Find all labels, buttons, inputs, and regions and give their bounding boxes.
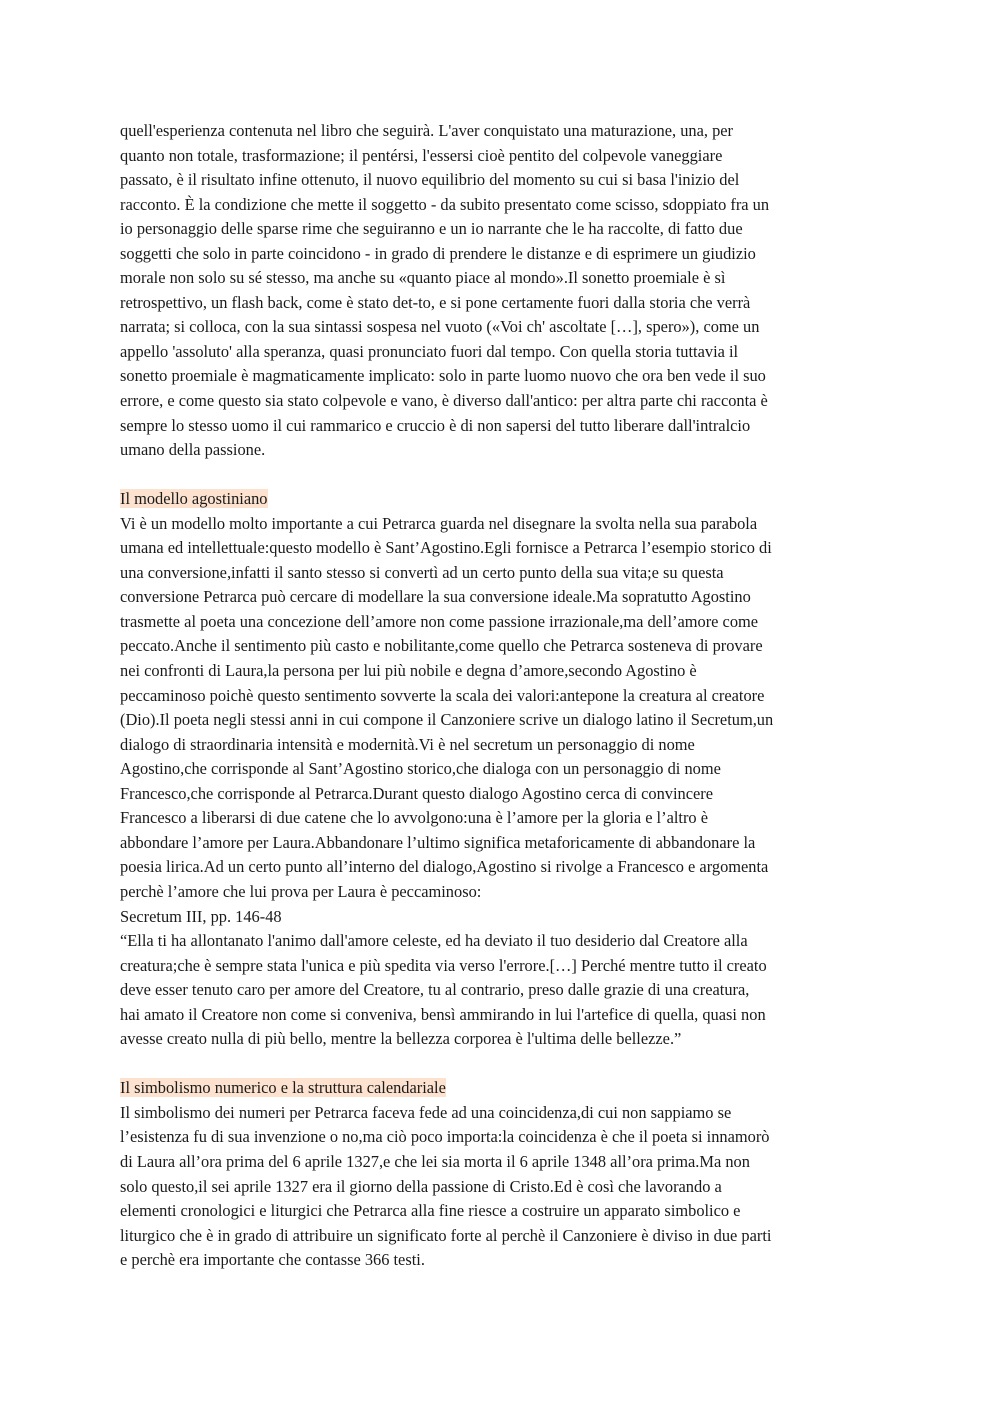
text-line: perchè l’amore che lui prova per Laura è peccaminoso: — [120, 881, 482, 901]
section-heading: Il modello agostiniano — [120, 489, 268, 509]
text-line: e perchè era importante che contasse 366 testi. — [120, 1250, 425, 1270]
text-line: Il simbolismo dei numeri per Petrarca faceva fede ad una coincidenza,di cui non sappiamo se — [120, 1102, 732, 1122]
text-line: solo questo,il sei aprile 1327 era il giorno della passione di Cristo.Ed è così che lavorando a — [120, 1176, 722, 1196]
text-line: liturgico che è in grado di attribuire un significato forte al perchè il Canzoniere è diviso in due parti — [120, 1225, 772, 1245]
text-line: racconto. È la condizione che mette il soggetto - da subito presentato come scisso, sdoppiato fra un — [120, 194, 770, 214]
text-line: morale non solo su sé stesso, ma anche su «quanto piace al mondo».Il sonetto proemiale è sì — [120, 268, 726, 288]
text-line: nei confronti di Laura,la persona per lui più nobile e degna d’amore,secondo Agostino è — [120, 661, 697, 681]
text-line: sonetto proemiale è magmaticamente implicato: solo in parte luomo nuovo che ora ben vede il suo — [120, 366, 766, 386]
quote-line: deve esser tenuto caro per amore del Creatore, tu al contrario, preso dalle grazie di una creatura, — [120, 980, 750, 1000]
text-line: umano della passione. — [120, 440, 266, 460]
section-agostino — [120, 487, 880, 1052]
text-line: sempre lo stesso uomo il cui rammarico e cruccio è di non sapersi del tutto liberare dall'intralcio — [120, 415, 751, 435]
text-line: trasmette al poeta una concezione dell’amore non come passione irrazionale,ma dell’amore come — [120, 611, 759, 631]
document-page — [120, 119, 880, 1273]
text-line: Agostino,che corrisponde al Sant’Agostino storico,che dialoga con un personaggio di nome — [120, 759, 721, 779]
text-line: poesia lirica.Ad un certo punto all’interno del dialogo,Agostino si rivolge a Francesco e argomenta — [120, 857, 769, 877]
text-line: quell'esperienza contenuta nel libro che seguirà. L'aver conquistato una maturazione, una, per — [120, 121, 734, 140]
text-line: l’esistenza fu di sua invenzione o no,ma ciò poco importa:la coincidenza è che il poeta si innamorò — [120, 1127, 770, 1147]
intro-paragraph — [120, 119, 880, 463]
paragraph-spacer — [120, 463, 880, 488]
text-line: Francesco,che corrisponde al Petrarca.Durant questo dialogo Agostino cerca di convincere — [120, 783, 714, 803]
quote-line: avesse creato nulla di più bello, mentre la bellezza corporea è l'ultima delle bellezze.” — [120, 1029, 682, 1049]
text-line: appello 'assoluto' alla speranza, quasi pronunciato fuori dal tempo. Con quella storia tuttavia il — [120, 341, 739, 361]
text-line: abbondare l’amore per Laura.Abbandonare l’ultimo significa metaforicamente di abbandonare la — [120, 832, 756, 852]
quote-line: creatura;che è sempre stata l'unica e più spedita via verso l'errore.[…] Perché mentre tutto il creato — [120, 955, 767, 975]
text-line: retrospettivo, un flash back, come è stato det-to, e si pone certamente fuori dalla storia che verrà — [120, 292, 751, 312]
text-line: dialogo di straordinaria intensità e modernità.Vi è nel secretum un personaggio di nome — [120, 734, 695, 754]
quote-line: “Ella ti ha allontanato l'animo dall'amore celeste, ed ha deviato il tuo desiderio dal Creatore alla — [120, 931, 748, 951]
text-line: peccaminoso poichè questo sentimento sovverte la scala dei valori:antepone la creatura al creatore — [120, 685, 765, 705]
text-line: errore, e come questo sia stato colpevole e vano, è diverso dall'antico: per altra parte chi racconta è — [120, 391, 768, 411]
text-line: io personaggio delle sparse rime che seguiranno e un io narrante che le ha raccolte, di fatto due — [120, 219, 743, 239]
text-line: Vi è un modello molto importante a cui Petrarca guarda nel disegnare la svolta nella sua parabola — [120, 513, 758, 533]
text-line: umana ed intellettuale:questo modello è Sant’Agostino.Egli fornisce a Petrarca l’esempio storico di — [120, 538, 772, 558]
text-line: quanto non totale, trasformazione; il pentérsi, l'essersi cioè pentito del colpevole vaneggiare — [120, 145, 723, 165]
text-line: soggetti che solo in parte coincidono - in grado di prendere le distanze e di esprimere un giudizio — [120, 243, 756, 263]
text-line: passato, è il risultato infine ottenuto, il nuovo equilibrio del momento su cui si basa l'inizio del — [120, 170, 740, 190]
text-line: conversione Petrarca può cercare di modellare la sua conversione ideale.Ma sopratutto Agostino — [120, 587, 751, 607]
section-heading: Il simbolismo numerico e la struttura calendariale — [120, 1078, 446, 1098]
quote-line: hai amato il Creatore non come si conveniva, bensì ammirando in lui l'artefice di quella, quasi non — [120, 1004, 766, 1024]
text-line: (Dio).Il poeta negli stessi anni in cui compone il Canzoniere scrive un dialogo latino il Secretum,un — [120, 710, 774, 730]
text-line: una conversione,infatti il santo stesso si convertì ad un certo punto della sua vita;e su questa — [120, 562, 724, 582]
paragraph-spacer — [120, 1052, 880, 1077]
section-simbolismo — [120, 1076, 880, 1272]
text-line: peccato.Anche il sentimento più casto e nobilitante,come quello che Petrarca sosteneva di provare — [120, 636, 763, 656]
text-line: Francesco a liberarsi di due catene che lo avvolgono:una è l’amore per la gloria e l’altro è — [120, 808, 708, 828]
text-line: elementi cronologici e liturgici che Petrarca alla fine riesce a costruire un apparato simbolico e — [120, 1201, 741, 1221]
citation: Secretum III, pp. 146-48 — [120, 906, 282, 926]
text-line: narrata; si colloca, con la sua sintassi sospesa nel vuoto («Voi ch' ascoltate […], spero»), come un — [120, 317, 760, 337]
section-heading-line — [120, 487, 880, 512]
text-line: di Laura all’ora prima del 6 aprile 1327,e che lei sia morta il 6 aprile 1348 all’ora prima.Ma non — [120, 1151, 750, 1171]
section-heading-line — [120, 1076, 880, 1101]
